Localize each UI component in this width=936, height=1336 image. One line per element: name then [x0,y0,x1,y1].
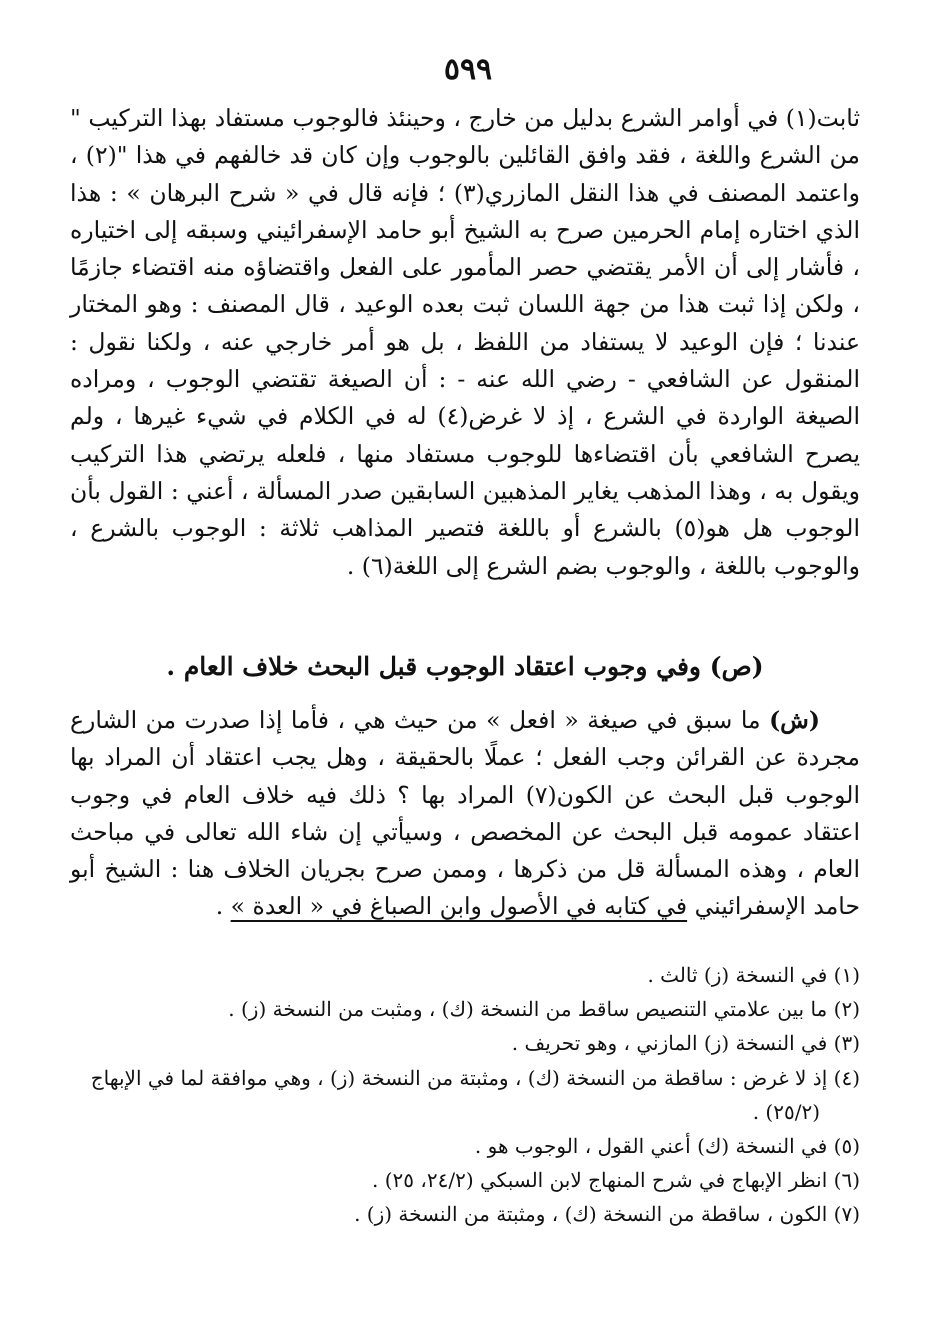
footnote-1: (١) في النسخة (ز) ثالث . [647,963,860,987]
paragraph-1: ثابت(١) في أوامر الشرع بدليل من خارج ، وحينئذ فالوجوب مستفاد بهذا التركيب " من الشرع واللغة ، فقد وافق القائلين بالوجوب وإن كان قد خالفهم في هذا "(٢) ، واعتمد المصنف في هذا النقل المازري(٣) ؛ فإنه قال في « شرح البرهان » : هذا الذي اختاره إمام الحرمين صرح به الشيخ أبو حامد الإسفرائيني وسبقه إلى اختياره ، فأشار إلى أن الأمر يقتضي حصر المأمور على الفعل واقتضاؤه منه اقتضاء جازمًا ، ولكن إذا ثبت هذا من جهة اللسان ثبت بعده الوعيد ، قال المصنف : وهو المختار عندنا ؛ فإن الوعيد لا يستفاد من اللفظ ، بل هو أمر خارجي عنه ، ولكنا نقول : المنقول عن الشافعي - رضي الله عنه - : أن الصيغة تقتضي الوجوب ، ومراده الصيغة الواردة في الشرع ، إذ لا غرض(٤) له في الكلام في شيء غيرها ، ولم يصرح الشافعي بأن اقتضاءها للوجوب مستفاد منها ، فلعله يرتضي هذا التركيب ويقول به ، وهذا المذهب يغاير المذهبين السابقين صدر المسألة ، أعني : القول بأن الوجوب هل هو(٥) بالشرع أو باللغة فتصير المذاهب ثلاثة : الوجوب بالشرع ، والوجوب باللغة ، والوجوب بضم الشرع إلى اللغة(٦) . [70,104,860,580]
footnote-3: (٣) في النسخة (ز) المازني ، وهو تحريف . [511,1031,860,1056]
section-2-block [70,702,860,926]
paragraph-2-end: . [215,892,231,921]
paragraph-2 [70,702,860,926]
main-text-block [70,100,860,585]
page-number: ٥٩٩ [443,52,493,87]
footnote-6: (٦) انظر الإبهاج في شرح المنهاج لابن السبكي (٢٤/٢، ٢٥) . [372,1168,860,1193]
section-marker: (ش) [769,706,820,734]
underlined-phrase: في كتابه في الأصول وابن الصباغ في « العدة » [230,892,688,921]
footnotes [70,958,860,1232]
footnote-2: (٢) ما بين علامتي التنصيص ساقط من النسخة (ك) ، ومثبت من النسخة (ز) . [228,997,860,1022]
footnote-4: (٤) إذ لا غرض : ساقطة من النسخة (ك) ، ومثبتة من النسخة (ز) ، وهي موافقة لما في الإبهاج [90,1065,860,1090]
footnote-4-continuation: (٢٥/٢) . [752,1099,820,1124]
section-heading: (ص) وفي وجوب اعتقاد الوجوب قبل البحث خلاف العام . [166,652,764,681]
footnote-7: (٧) الكون ، ساقطة من النسخة (ك) ، ومثبتة من النسخة (ز) . [354,1202,860,1227]
paragraph-2-text: ما سبق في صيغة « افعل » من حيث هي ، فأما إذا صدرت من الشارع مجردة عن القرائن وجب الفعل ؛ عملًا بالحقيقة ، وهل يجب اعتقاد أن المراد بها الوجوب قبل البحث عن الكون(٧) المراد بها ؟ ذلك فيه خلاف العام في وجوب اعتقاد عمومه قبل البحث عن المخصص ، وسيأتي إن شاء الله تعالى في مباحث العام ، وهذه المسألة قل من ذكرها ، وممن صرح بجريان الخلاف هنا : الشيخ أبو حامد الإسفرائيني [70,706,860,921]
footnote-5: (٥) في النسخة (ك) أعني القول ، الوجوب هو . [474,1134,860,1159]
